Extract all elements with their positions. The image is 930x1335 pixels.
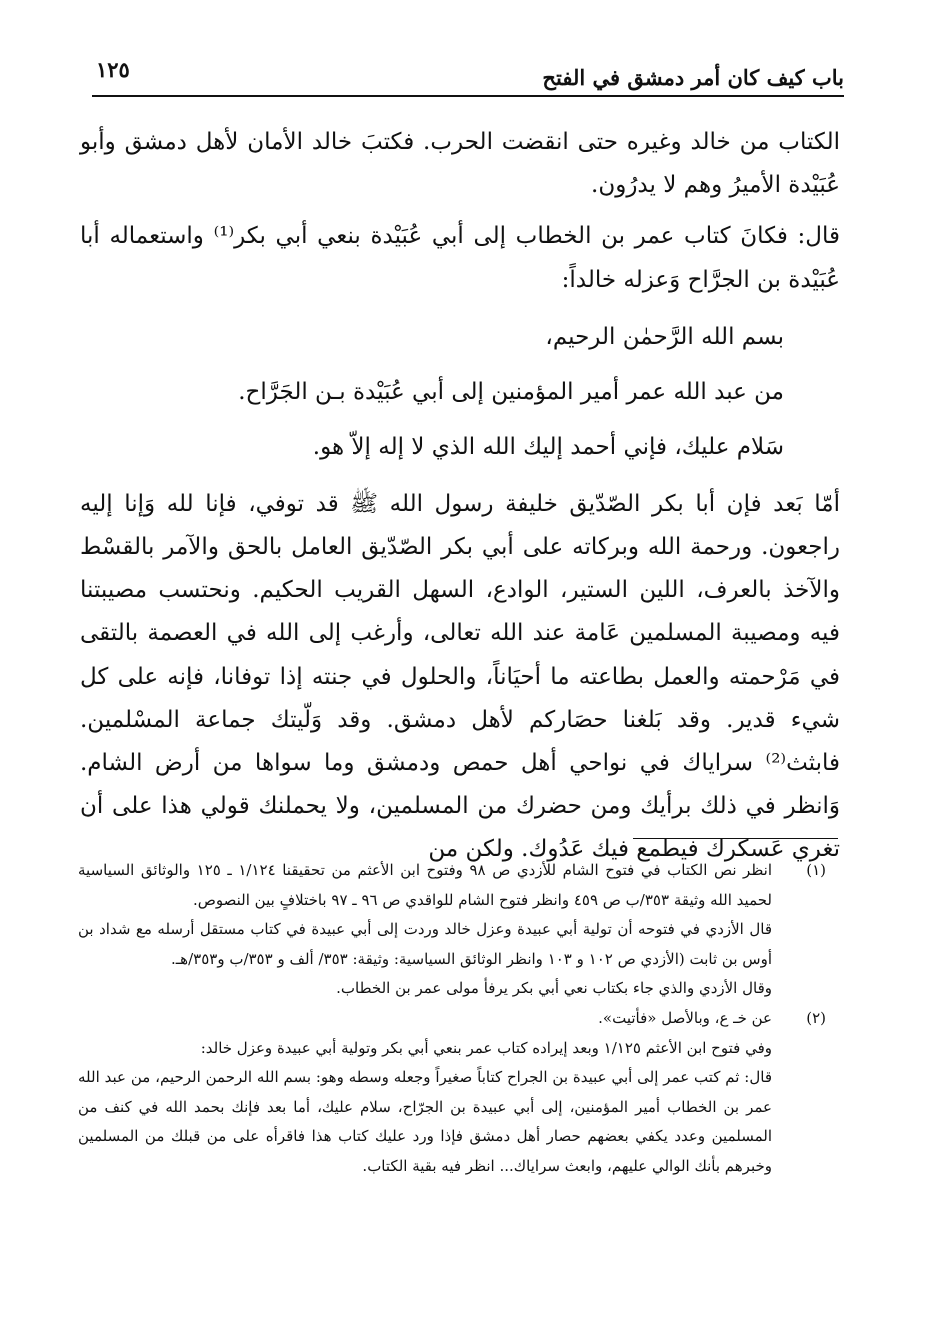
- page-number: ١٢٥: [96, 57, 130, 82]
- paragraph-3: أمّا بَعد فإن أبا بكر الصّدّيق خليفة رسول الله ﷺ قد توفي، فإنا لله وَإنا إليه راجعون. ورحمة الله وبركاته على أبي بكر الصّدّيق العامل بالحق والآمر بالقسْط والآخذ بالعرف، اللين الستير، الوادع، السهل القريب الحكيم. ونحتسب مصيبتنا فيه ومصيبة المسلمين عَامة عند الله تعالى، وأرغب إلى الله في العصمة بالتقى في مَرْحمته والعمل بطاعته ما أحيَاناً، والحلول في جنته إذا توفانا، فإنه على كل شيء قدير. وقد بَلغنا حصَاركم لأهل دمشق. وقد وَلّيتك جماعة المسْلمين. فابثث⁽²⁾ سراياك في نواحي أهل حمص ودمشق وما سواها من أرض الشام. وَانظر في ذلك برأيك ومن حضرك من المسلمين، ولا يحملنك قولي هذا على أن تغري عَسكرك فيطمع فيك عَدُوك. ولكن من: [80, 490, 840, 863]
- footnote-1-text-1: انظر نص الكتاب في فتوح الشام للأزدي ص ٩٨ وفتوح ابن الأعثم من تحقيقنا ١/١٢٤ ـ ١٢٥ والوثائق السياسية لحميد الله وثيقة ٣٥٣/ب ص ٤٥٩ وانظر فتوح الشام للواقدي ص ٩٦ ـ ٩٧ باختلافٍ بين النصوص.: [78, 861, 772, 909]
- footnote-2-text-2: وفي فتوح ابن الأعثم ١/١٢٥ وبعد إيراده كتاب عمر بنعي أبي بكر وتولية أبي عبيدة وعزل خالد:: [200, 1038, 772, 1057]
- footnote-1-text-2: قال الأزدي في فتوحه أن تولية أبي عبيدة وعزل خالد وردت إلى أبي عبيدة في كتاب مستقل أرسله مع شداد بن أوس بن ثابت (الأزدي ص ١٠٢ و ١٠٣ وانظر الوثائق السياسية: وثيقة: ٣٥٣/ ألف و ٣٥٣/ب و٣٥٣/هـ.: [78, 920, 773, 968]
- footnotes: [78, 856, 830, 1182]
- footnote-2-number: (٢): [806, 1008, 826, 1027]
- footnote-1: [78, 856, 830, 1004]
- footnote-1-text-3: وقال الأزدي والذي جاء بكتاب نعي أبي بكر يرفأ مولى عمر بن الخطاب.: [336, 979, 772, 998]
- running-title: باب كيف كان أمر دمشق في الفتح: [542, 65, 844, 90]
- paragraph-2: قال: فكانَ كتاب عمر بن الخطاب إلى أبي عُبَيْدة بنعي أبي بكر⁽¹⁾ واستعماله أبا عُبَيْدة بن الجرَّاح وَعزله خالداً:: [80, 223, 840, 293]
- letter-basmala: بسم الله الرَّحمٰن الرحيم،: [545, 323, 784, 350]
- paragraph-1: الكتاب من خالد وغيره حتى انقضت الحرب. فكتبَ خالد الأمان لأهل دمشق وأبو عُبَيْدة الأميرُ وهم لا يدرُون.: [80, 129, 840, 199]
- footnote-2: [78, 1004, 830, 1182]
- footnote-rule: [633, 838, 838, 839]
- footnote-1-number: (١): [806, 861, 826, 879]
- footnote-2-text-3: قال: ثم كتب عمر إلى أبي عبيدة بن الجراح كتاباً صغيراً وجعله وسطه وهو: بسم الله الرحمن الرحيم، من عبد الله عمر بن الخطاب أمير المؤمنين، إلى أبي عبيدة بن الجرّاح، سلام عليك، أما بعد فإنك بحمد الله في كنف من المسلمين وعدد يكفي بعضهم حصار أهل دمشق فإذا ورد عليك كتاب هذا فاقرأه على من قبلك من المسلمين وخبرهم بأنك الوالي عليهم، وابعث سراياك... انظر فيه بقية الكتاب.: [78, 1068, 772, 1175]
- letter-sender: من عبد الله عمر أمير المؤمنين إلى أبي عُبَيْدة بـن الجَرَّاح.: [238, 378, 784, 405]
- main-text: [80, 121, 840, 872]
- letter-greeting: سَلام عليك، فإني أحمد إليك الله الذي لا إله إلاّ هو.: [312, 433, 784, 460]
- footnote-2-text-1: عن خـ ع، وبالأصل «فأتيت».: [598, 1008, 772, 1027]
- page-header: [92, 55, 844, 97]
